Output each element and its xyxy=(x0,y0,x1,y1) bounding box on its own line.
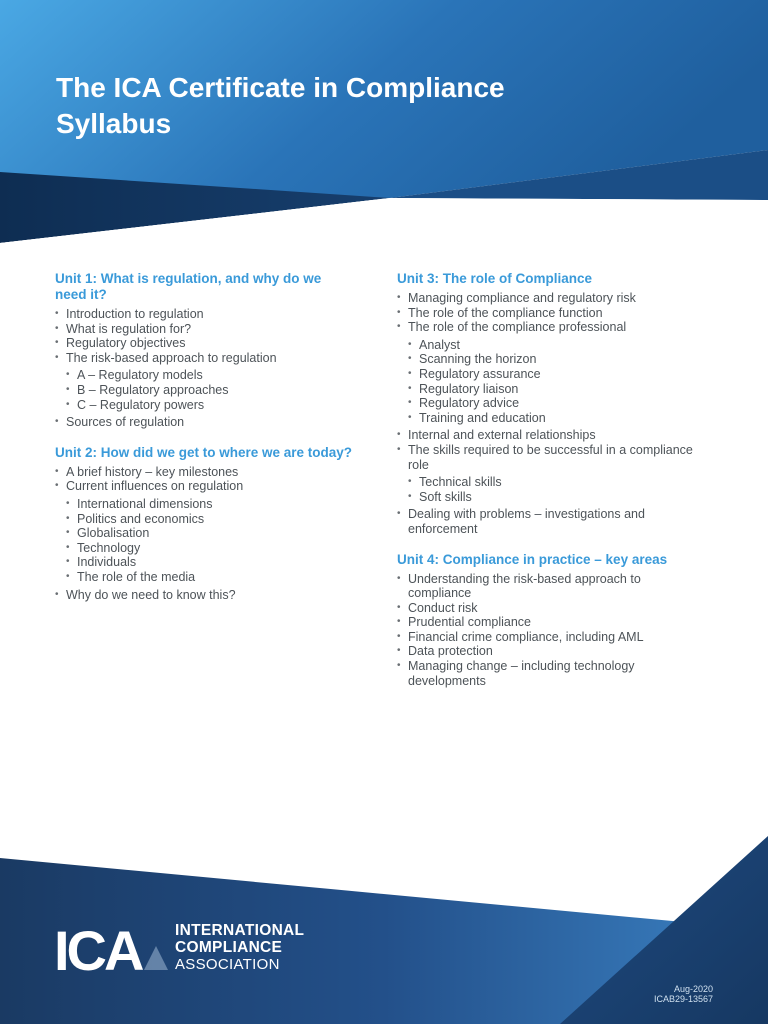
sub-list-item: • Regulatory advice xyxy=(408,396,697,411)
unit-1-list-after xyxy=(55,415,355,430)
left-column xyxy=(55,271,355,617)
logo-line-international: INTERNATIONAL xyxy=(175,922,305,939)
list-item: • The role of the compliance professional xyxy=(397,320,697,335)
sub-list-item: • Regulatory liaison xyxy=(408,382,697,397)
sub-list-item: • International dimensions xyxy=(66,497,355,512)
list-item: • Sources of regulation xyxy=(55,415,355,430)
sub-list-item: • B – Regulatory approaches xyxy=(66,383,355,398)
list-item: • The skills required to be successful in a compliance role xyxy=(397,443,697,472)
unit-3 xyxy=(397,271,697,537)
logo-wordmark xyxy=(175,922,304,973)
list-item: • A brief history – key milestones xyxy=(55,465,355,480)
document-reference xyxy=(654,984,713,1004)
list-item: • Introduction to regulation xyxy=(55,307,355,322)
list-item: • Conduct risk xyxy=(397,601,697,616)
list-item: • Current influences on regulation xyxy=(55,479,355,494)
reference-date: Aug-2020 xyxy=(673,984,713,994)
unit-2-heading: Unit 2: How did we get to where we are today? xyxy=(55,444,353,460)
title-line-2: Syllabus xyxy=(56,108,172,139)
sub-list-item: • Analyst xyxy=(408,338,697,353)
unit-1 xyxy=(55,271,355,430)
unit-3-sublist-skills xyxy=(397,475,697,504)
logo-line-association: ASSOCIATION xyxy=(175,956,280,973)
logo-mark-text: ICA xyxy=(54,922,142,976)
sub-list-item: • C – Regulatory powers xyxy=(66,398,355,413)
list-item: • Internal and external relationships xyxy=(397,428,697,443)
unit-2-list-after xyxy=(55,588,355,603)
list-item: • Managing change – including technology developments xyxy=(397,659,697,688)
list-item: • The risk-based approach to regulation xyxy=(55,351,355,366)
reference-code: ICAB29-13567 xyxy=(653,994,713,1004)
list-item: • Why do we need to know this? xyxy=(55,588,355,603)
list-item: • Managing compliance and regulatory risk xyxy=(397,291,697,306)
unit-2-list xyxy=(55,465,355,494)
unit-3-heading: Unit 3: The role of Compliance xyxy=(397,271,593,286)
logo-line-compliance: COMPLIANCE xyxy=(175,939,283,956)
list-item: • Financial crime compliance, including AML xyxy=(397,630,697,645)
list-item: • The role of the compliance function xyxy=(397,306,697,321)
unit-4 xyxy=(397,552,697,689)
page-title xyxy=(56,70,696,142)
unit-4-heading: Unit 4: Compliance in practice – key areas xyxy=(397,551,668,567)
right-column xyxy=(397,271,697,703)
title-line-1: The ICA Certificate in Compliance xyxy=(56,72,505,103)
sub-list-item: • Politics and economics xyxy=(66,512,355,527)
unit-1-sublist xyxy=(55,368,355,412)
unit-1-list xyxy=(55,307,355,365)
sub-list-item: • Regulatory assurance xyxy=(408,367,697,382)
unit-3-list-after xyxy=(397,507,697,536)
unit-1-heading: Unit 1: What is regulation, and why do we need it? xyxy=(55,271,322,302)
list-item: • Data protection xyxy=(397,644,697,659)
unit-3-sublist xyxy=(397,338,697,426)
sub-list-item: • Individuals xyxy=(66,555,355,570)
unit-2-sublist xyxy=(55,497,355,585)
sub-list-item: • A – Regulatory models xyxy=(66,368,355,383)
sub-list-item: • Training and education xyxy=(408,411,697,426)
unit-2 xyxy=(55,445,355,602)
list-item: • Regulatory objectives xyxy=(55,336,355,351)
sub-list-item: • Globalisation xyxy=(66,526,355,541)
unit-3-list-mid xyxy=(397,428,697,472)
sub-list-item: • Soft skills xyxy=(408,490,697,505)
unit-4-list xyxy=(397,572,697,689)
sub-list-item: • Technical skills xyxy=(408,475,697,490)
sub-list-item: • Technology xyxy=(66,541,355,556)
list-item: • Understanding the risk-based approach to compliance xyxy=(397,572,697,601)
sub-list-item: • Scanning the horizon xyxy=(408,352,697,367)
list-item: • What is regulation for? xyxy=(55,322,355,337)
unit-3-list xyxy=(397,291,697,335)
sub-list-item: • The role of the media xyxy=(66,570,355,585)
list-item: • Dealing with problems – investigations and enforcement xyxy=(397,507,697,536)
ica-logo xyxy=(54,922,324,976)
list-item: • Prudential compliance xyxy=(397,615,697,630)
ica-logo-mark xyxy=(54,922,170,976)
